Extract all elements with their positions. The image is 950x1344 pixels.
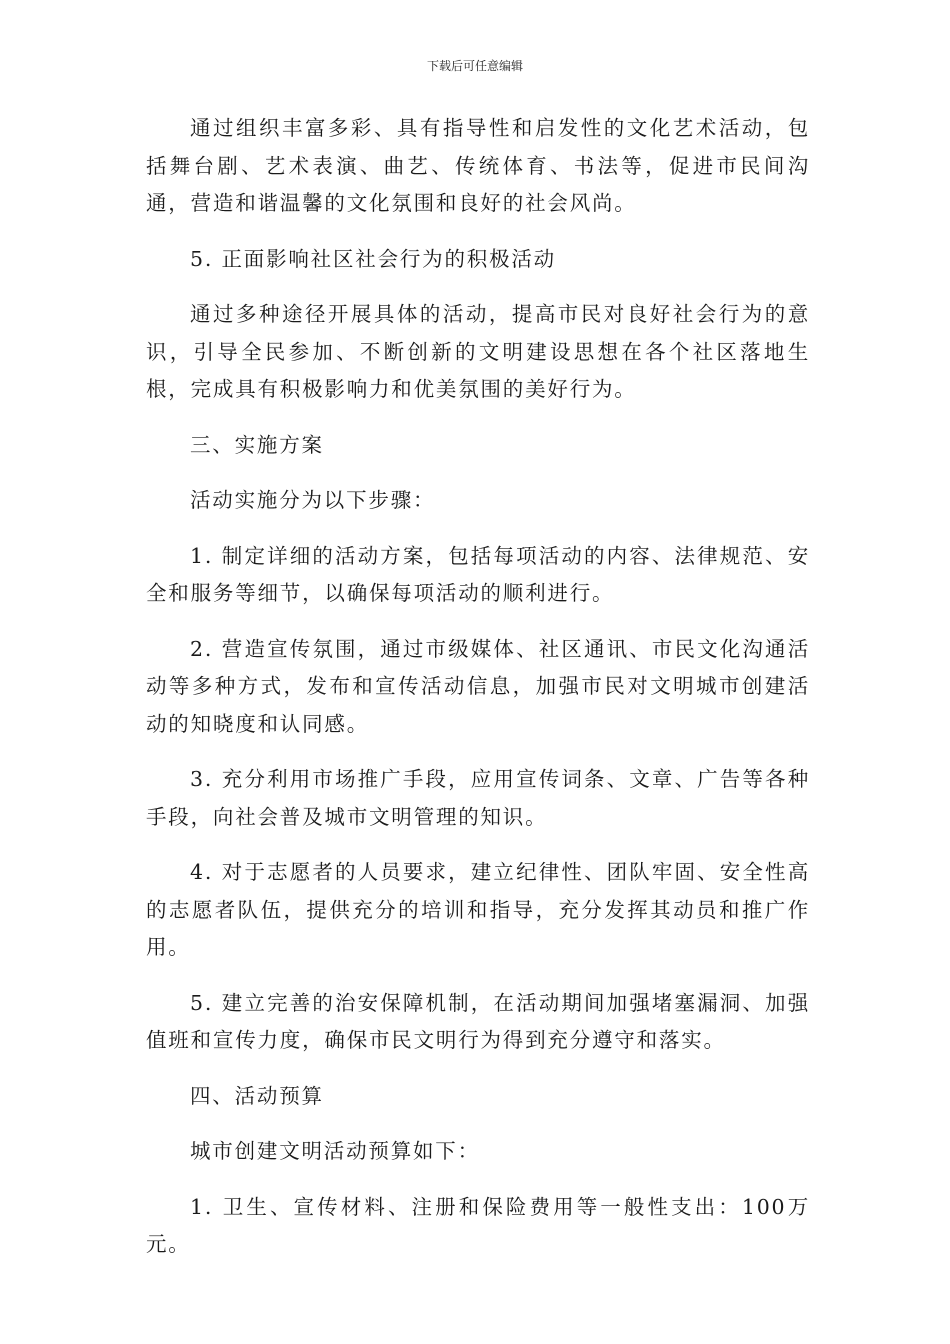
step-4: 4. 对于志愿者的人员要求，建立纪律性、团队牢固、安全性高的志愿者队伍，提供充分的培训和指导，充分发挥其动员和推广作用。: [146, 860, 810, 959]
item-5-heading: 5. 正面影响社区社会行为的积极活动: [190, 246, 556, 271]
paragraph-culture-activities: 通过组织丰富多彩、具有指导性和启发性的文化艺术活动，包括舞台剧、艺术表演、曲艺、传统体育、书法等，促进市民间沟通，营造和谐温馨的文化氛围和良好的社会风尚。: [146, 116, 810, 215]
budget-intro: 城市创建文明活动预算如下：: [190, 1139, 480, 1163]
page-header-note: 下载后可任意编辑: [426, 59, 523, 73]
step-3: 3. 充分利用市场推广手段，应用宣传词条、文章、广告等各种手段，向社会普及城市文明管理的知识。: [146, 767, 810, 829]
step-2: 2. 营造宣传氛围，通过市级媒体、社区通讯、市民文化沟通活动等多种方式，发布和宣传活动信息，加强市民对文明城市创建活动的知晓度和认同感。: [146, 636, 810, 736]
section-3-heading: 三、实施方案: [190, 432, 324, 457]
step-5: 5. 建立完善的治安保障机制，在活动期间加强堵塞漏洞、加强值班和宣传力度，确保市民文明行为得到充分遵守和落实。: [146, 990, 810, 1052]
steps-intro: 活动实施分为以下步骤：: [190, 488, 436, 512]
step-1: 1. 制定详细的活动方案，包括每项活动的内容、法律规范、安全和服务等细节，以确保每项活动的顺利进行。: [146, 543, 810, 605]
document-body: [146, 110, 810, 1282]
paragraph-social-behavior: 通过多种途径开展具体的活动，提高市民对良好社会行为的意识，引导全民参加、不断创新的文明建设思想在各个社区落地生根，完成具有积极影响力和优美氛围的美好行为。: [146, 302, 810, 401]
section-4-heading: 四、活动预算: [190, 1083, 324, 1108]
budget-item-1: 1. 卫生、宣传材料、注册和保险费用等一般性支出：100万元。: [146, 1194, 810, 1256]
